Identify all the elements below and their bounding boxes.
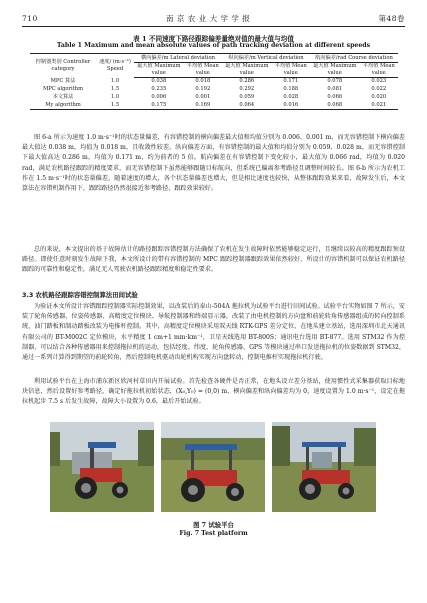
sub-header-max: 最大值 Maximum value <box>222 62 272 77</box>
table-body <box>30 77 398 109</box>
table-row <box>30 101 398 109</box>
col-category-header: 控制器类别 Controller category <box>30 54 96 78</box>
cell-category: 本文算法 <box>52 93 74 100</box>
cell-category: MPC 算法 <box>50 78 76 85</box>
cell-value: 0.175 <box>134 101 184 109</box>
tractor-photo-middle <box>161 422 265 512</box>
paragraph-results: 图 6-a 所示为速度 1.0 m·s⁻¹时的状态量偏差，有容错控制的横向偏差最大值和均值分别为 0.006、0.001 m，而无容错控制下横向偏差最大值达 0.038 m，均值为 0.018 m，且收敛性较差。纵向偏差方面，有容错控制的最大值和均值分别为 0.059、0.028 m，而无容错控制下最大值高达 0.286 m，均值为 0.171 m，约为前者的 5 倍。航向偏差在有容错控制下变化较小，最大值为 0.066 rad，均值为 0.020 rad，满足农机路径跟踪的精度要求，而无容错控制下虽然能够跟随目标航向，但系统已偏离参考路径且调整时间较长。图 6-b 所示为农机工作在 1.5 m·s⁻¹时的状态量偏差，随着速度的增大，各个状态量偏差也增大，但是相比速度也较快，从整体跟踪效果来看，故障发生后，本文算法在容错机制作用下，跟踪路径仍然很接近参考路径，跟踪效果较好。 <box>22 134 405 193</box>
cell-value: 0.169 <box>184 101 222 109</box>
paragraph-platform: 为验证本文所设计容错跟踪控制器实际控制效果，以改装后的泰山-504A 拖拉机为试验平台进行田间试验。试验平台实物如图 7 所示，安装了轮角传感器、位姿传感器、高精度定位模块、导航控制器和终端显示器，改装了由电机控制的方向盘和前轮转角传感器组成的转向控制系统，油门踏板和制动踏板改装为电推杆控制。其中，高精度定位模块采用双天线 RTK-GPS 差分定位，在地头建立基站，选用深圳市北天通讯有限公司的 BT-M002C 定位模块，水平精度 1 cm+1 mm·km⁻¹，卫星天线选用 BT-800S；通讯电台选用 BT-877。选用 STM32 作为控制器，可以结合各种传感器用来控制拖拉机的运动，包括经度、纬度、轮角传感器、GPS 等模块通过串口发送拖拉机的位姿数据到 STM32，通过一系列计算得到期望的前轮转角，然后控制电机驱动齿轮机构实现方向盘转动，控制电推杆实现拖拉机行驶。 <box>22 303 405 362</box>
cell-category: MPC algorithm <box>42 86 84 93</box>
cell-category: My algorithm <box>30 101 96 109</box>
paragraph-procedure: 利用试验平台在上海市浦东新区欣河村草田内开展试验。首先检查各硬件是否正常，在地头设立差分基站，使用惯性式采集器获取目标地块信息，然后设置好参考路径，确定好拖拉机初始状态，(X₀,Y₀) = (0,0) m，横向偏差和纵向偏差均为 0，速度设置为 1.0 m·s⁻¹，设定在拖拉机起步 7.5 s 后发生故障，故障大小设置为 0.6，最后开始试验。 <box>22 378 405 406</box>
cell-value: 0.001 <box>195 93 211 100</box>
paragraph-summary: 总的来说，本文提出的基于故障估计的路径跟踪容错控制方法确保了农机在发生故障时依然能够稳定运行，且继续以较高的精度跟踪预设路径。即使任意时刻发生故障下我，本文所设计的带有容错控制的 MPC 跟踪控制器跟踪效果依然较好，所设计的容错机制可以保证农机路径跟踪的可靠性和稳定性，满足无人驾驶农机路径跟踪精度和稳定性要求。 <box>22 246 405 274</box>
cell-value: 0.286 <box>239 78 255 85</box>
cell-value: 0.022 <box>371 86 387 93</box>
figure-caption-en: Fig. 7 Test platform <box>179 530 248 537</box>
cell-value: 0.292 <box>239 86 255 93</box>
cell-value: 0.188 <box>283 86 299 93</box>
tractor-photo-left <box>50 422 154 512</box>
cell-speed: 1.5 <box>110 86 120 93</box>
running-header <box>22 12 405 24</box>
cell-value: 0.059 <box>239 93 255 100</box>
group-header-course: 航向偏差/rad Course deviation <box>310 54 398 63</box>
figure-caption-cn: 图 7 试验平台 <box>193 521 234 529</box>
table-caption-cn: 表 1 不同速度下路径跟踪偏差量绝对值的最大值与均值 <box>133 35 294 43</box>
header-rule <box>22 26 405 27</box>
table-row <box>30 77 398 85</box>
cell-speed: 1.0 <box>110 78 120 85</box>
cell-value: 0.018 <box>195 78 211 85</box>
volume-label: 第48卷 <box>378 13 405 23</box>
cell-value: 0.064 <box>222 101 272 109</box>
section-heading: 3.3 农机路径跟踪容错控制算法田间试验 <box>22 291 138 299</box>
cell-value: 0.066 <box>327 93 343 100</box>
cell-value: 0.192 <box>195 86 211 93</box>
sub-header-mean: 平均值 Mean value <box>360 62 398 77</box>
group-header-vertical: 纵向偏差/m Vertical deviation <box>222 54 310 63</box>
tractor-photo-right <box>272 422 376 512</box>
table-row <box>30 86 398 94</box>
deviation-table <box>30 53 398 110</box>
cell-value: 0.038 <box>151 78 167 85</box>
cell-speed: 1.0 <box>110 93 120 100</box>
page-number: 710 <box>22 13 38 23</box>
col-speed-header: 速度/ (m·s⁻¹) Speed <box>96 54 134 78</box>
group-header-lateral: 横向偏差/m Lateral deviation <box>134 54 222 63</box>
cell-value: 0.020 <box>371 93 387 100</box>
sub-header-mean: 平均值 Mean value <box>184 62 222 77</box>
sub-header-mean: 平均值 Mean value <box>272 62 310 77</box>
cell-value: 0.028 <box>283 93 299 100</box>
sub-header-max: 最大值 Maximum value <box>310 62 360 77</box>
table-caption-en: Table 1 Maximum and mean absolute values of path tracking deviation at different speeds <box>56 42 371 49</box>
sub-header-max: 最大值 Maximum value <box>134 62 184 77</box>
cell-value: 0.081 <box>327 86 343 93</box>
cell-value: 0.016 <box>272 101 310 109</box>
cell-value: 0.171 <box>283 78 299 85</box>
cell-value: 0.235 <box>151 86 167 93</box>
cell-value: 0.023 <box>371 78 387 85</box>
cell-value: 0.078 <box>327 78 343 85</box>
cell-speed: 1.5 <box>96 101 134 109</box>
table-row <box>30 93 398 101</box>
cell-value: 0.068 <box>310 101 360 109</box>
test-platform-photos <box>50 422 376 512</box>
cell-value: 0.006 <box>151 93 167 100</box>
journal-title: 南 京 农 业 大 学 学 报 <box>166 13 251 23</box>
cell-value: 0.021 <box>360 101 398 109</box>
